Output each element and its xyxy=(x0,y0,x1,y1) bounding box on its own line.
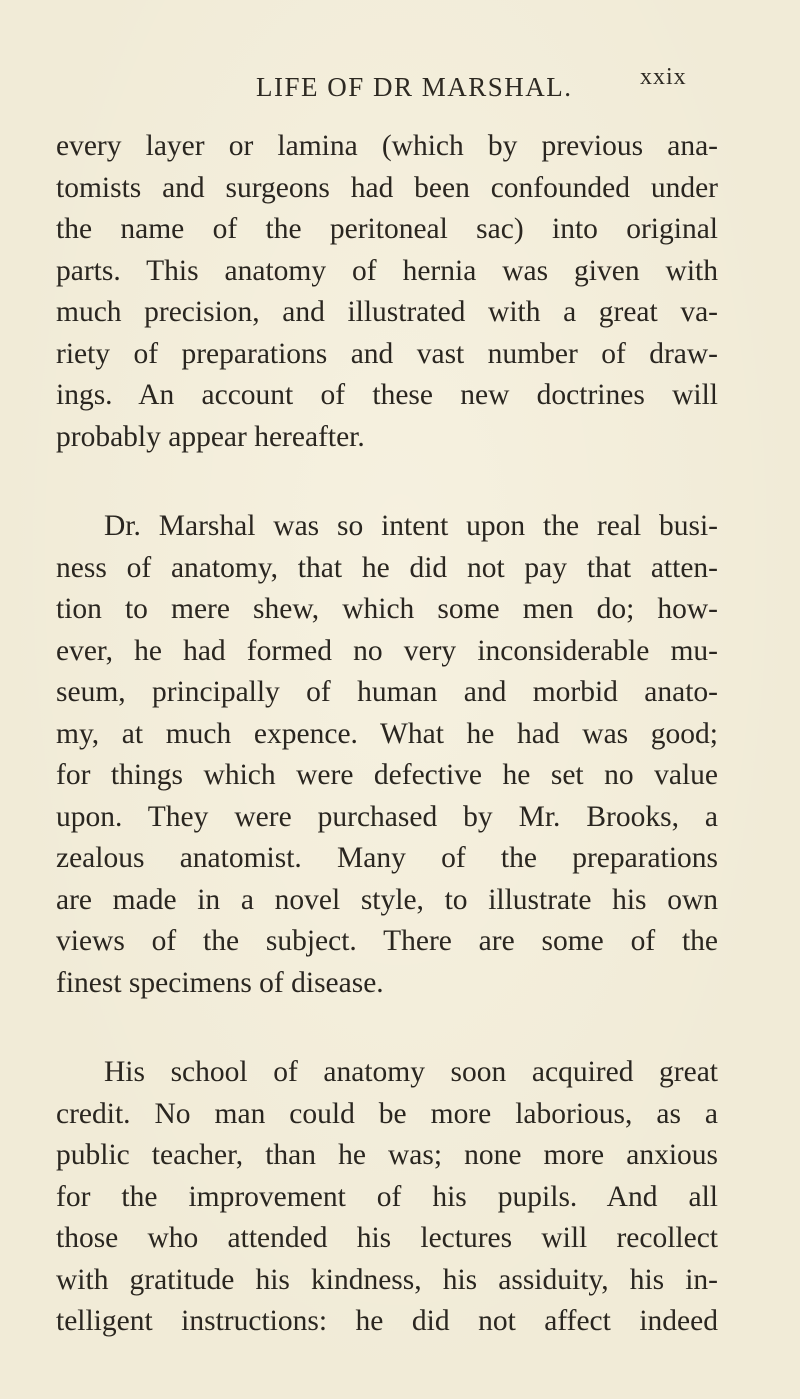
text-line: ever, he had formed no very inconsiderable mu- xyxy=(56,634,718,667)
text-line: ings. An account of these new doctrines will xyxy=(56,379,718,411)
text-line: the name of the peritoneal sac) into original xyxy=(56,213,718,245)
text-line: public teacher, than he was; none more anxious xyxy=(56,1139,718,1171)
text-line: tomists and surgeons had been confounded under xyxy=(56,171,718,204)
text-line: tion to mere shew, which some men do; how- xyxy=(56,593,718,625)
text-line: credit. No man could be more laborious, as a xyxy=(56,1097,718,1130)
text-line: with gratitude his kindness, his assiduity, his in- xyxy=(56,1263,718,1296)
text-line: Dr. Marshal was so intent upon the real busi- xyxy=(104,510,718,542)
text-line: zealous anatomist. Many of the preparations xyxy=(56,842,718,874)
text-line: telligent instructions: he did not affect indeed xyxy=(56,1305,718,1337)
text-line: upon. They were purchased by Mr. Brooks, a xyxy=(56,800,718,833)
text-line: much precision, and illustrated with a great va- xyxy=(56,296,718,328)
text-line: for things which were defective he set no value xyxy=(56,759,718,791)
running-head xyxy=(0,62,800,102)
text-line: parts. This anatomy of hernia was given with xyxy=(56,254,718,287)
text-line: riety of preparations and vast number of draw- xyxy=(56,337,718,370)
text-line: are made in a novel style, to illustrate his own xyxy=(56,883,718,916)
text-line: finest specimens of disease. xyxy=(56,966,384,999)
text-line: views of the subject. There are some of the xyxy=(56,925,718,957)
text-line: ness of anatomy, that he did not pay that atten- xyxy=(56,551,718,584)
text-line: every layer or lamina (which by previous ana- xyxy=(56,130,718,162)
paragraph-museum xyxy=(56,506,718,1004)
page-number: xxix xyxy=(640,64,687,90)
text-line: seum, principally of human and morbid anato- xyxy=(56,676,718,708)
body-text xyxy=(56,126,718,1343)
text-line: probably appear hereafter. xyxy=(56,420,365,453)
text-line: my, at much expence. What he had was good; xyxy=(56,717,718,750)
paragraph-school xyxy=(56,1052,718,1343)
text-line: for the improvement of his pupils. And all xyxy=(56,1180,718,1213)
running-title: LIFE OF DR MARSHAL. xyxy=(256,72,573,102)
text-line: those who attended his lectures will recollect xyxy=(56,1222,718,1254)
paragraph-hernia-anatomy xyxy=(56,126,718,458)
text-line: His school of anatomy soon acquired great xyxy=(104,1056,718,1088)
